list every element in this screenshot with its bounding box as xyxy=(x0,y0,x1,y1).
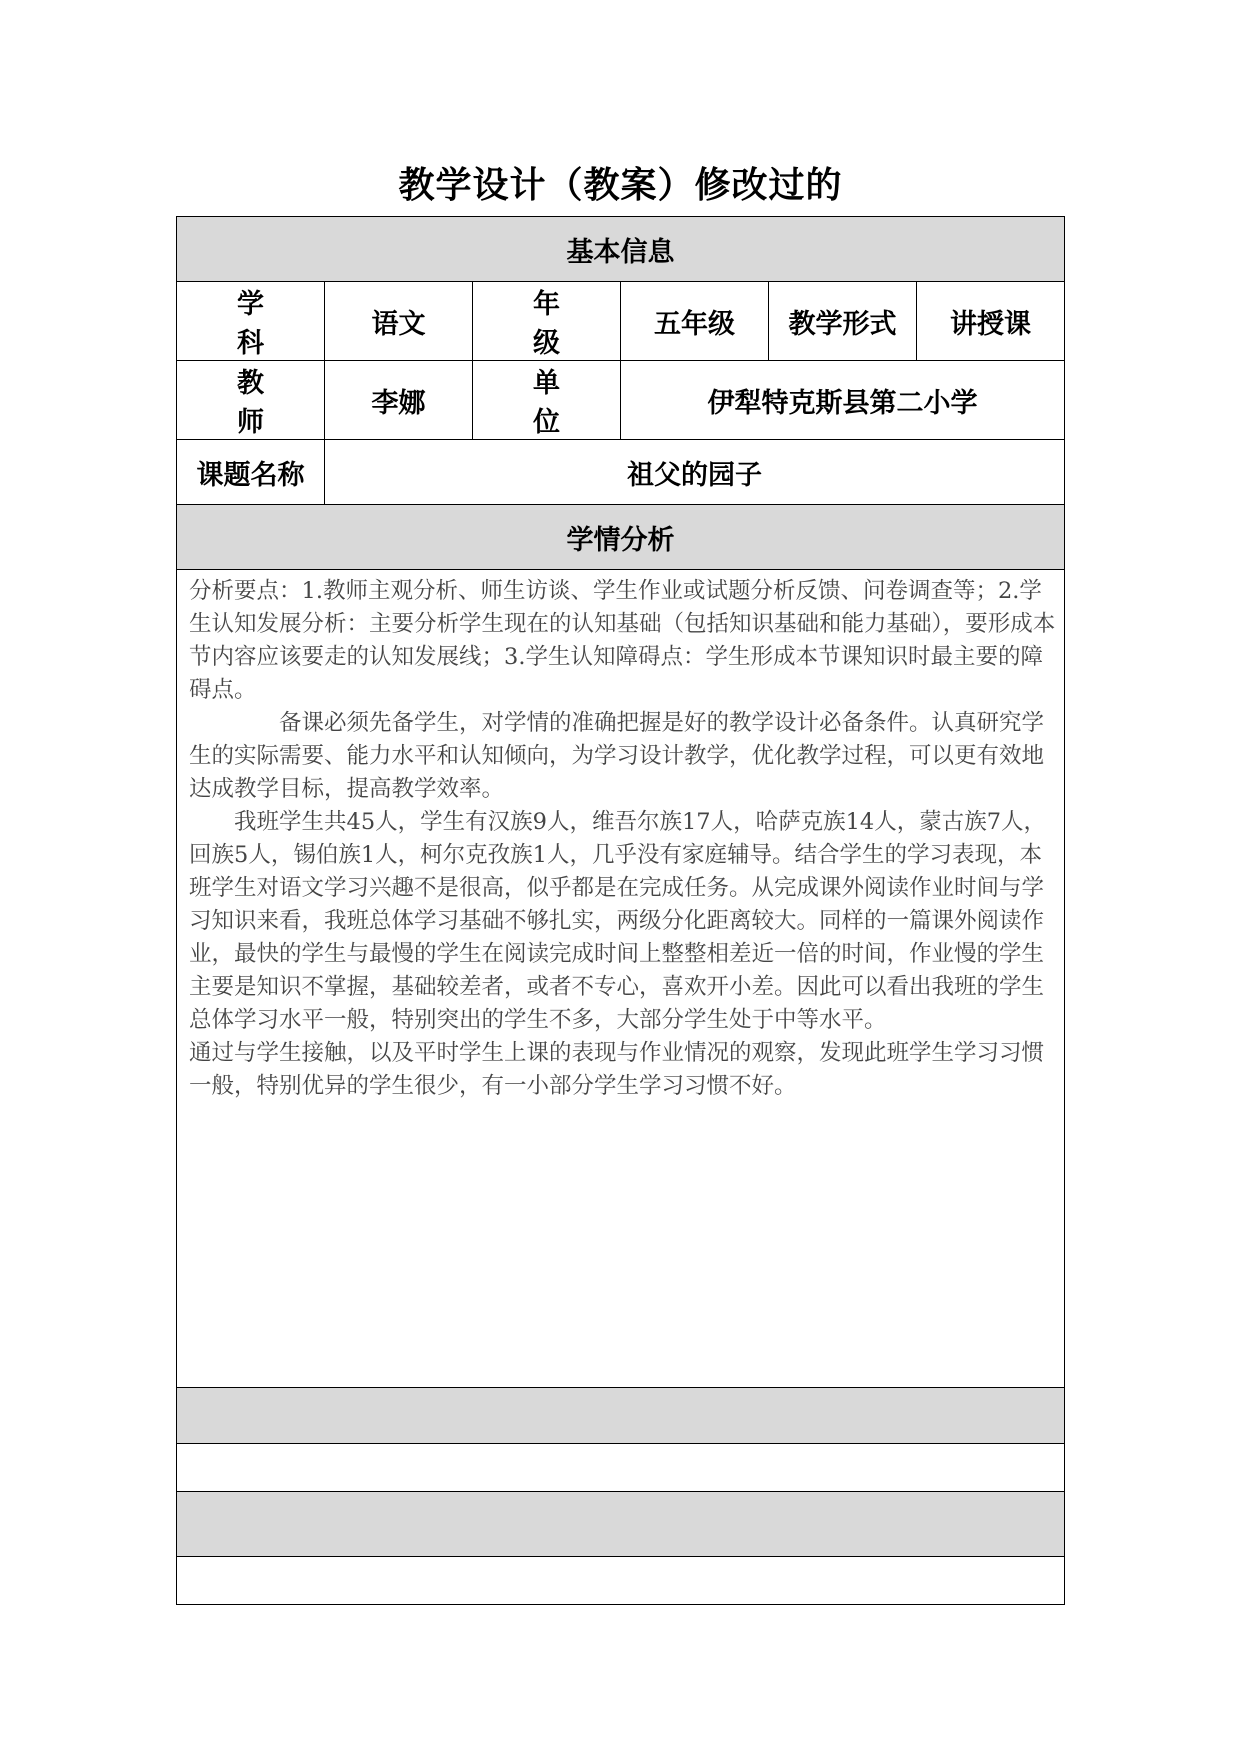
format-label: 教学形式 xyxy=(769,282,917,361)
lesson-plan-table xyxy=(176,216,1065,1605)
subject-value: 语文 xyxy=(325,282,473,361)
empty-section-body-1 xyxy=(177,1444,1065,1492)
grade-label: 年 级 xyxy=(473,282,621,361)
empty-section-body-2 xyxy=(177,1557,1065,1605)
empty-section-header-1 xyxy=(177,1388,1065,1444)
topic-value: 祖父的园子 xyxy=(325,440,1065,505)
document-title: 教学设计（教案）修改过的 xyxy=(398,165,843,206)
format-value: 讲授课 xyxy=(917,282,1065,361)
analysis-header: 学情分析 xyxy=(177,505,1065,570)
unit-value: 伊犁特克斯县第二小学 xyxy=(621,361,1065,440)
analysis-content xyxy=(177,570,1065,1388)
grade-value: 五年级 xyxy=(621,282,769,361)
teacher-label: 教 师 xyxy=(177,361,325,440)
unit-label: 单 位 xyxy=(473,361,621,440)
analysis-paragraph-habits: 通过与学生接触，以及平时学生上课的表现与作业情况的观察，发现此班学生学习习惯一般，特别优异的学生很少，有一小部分学生学习习惯不好。 xyxy=(189,1040,1045,1099)
analysis-paragraph-class: 我班学生共45人，学生有汉族9人，维吾尔族17人，哈萨克族14人，蒙古族7人，回族5人，锡伯族1人，柯尔克孜族1人，几乎没有家庭辅导。结合学生的学习表现，本班学生对语文学习兴趣不是很高，似乎都是在完成任务。从完成课外阅读作业时间与学习知识来看，我班总体学习基础不够扎实，两级分化距离较大。同样的一篇课外阅读作业，最快的学生与最慢的学生在阅读完成时间上整整相差近一倍的时间，作业慢的学生主要是知识不掌握，基础较差者，或者不专心，喜欢开小差。因此可以看出我班的学生总体学习水平一般，特别突出的学生不多，大部分学生处于中等水平。 xyxy=(189,809,1047,1033)
teacher-value: 李娜 xyxy=(325,361,473,440)
empty-section-header-2 xyxy=(177,1492,1065,1557)
analysis-key-points: 分析要点：1.教师主观分析、师生访谈、学生作业或试题分析反馈、问卷调查等；2.学生认知发展分析：主要分析学生现在的认知基础（包括知识基础和能力基础），要形成本节内容应该要走的认知发展线；3.学生认知障碍点：学生形成本节课知识时最主要的障碍点。 xyxy=(189,578,1056,703)
topic-label: 课题名称 xyxy=(177,440,325,505)
subject-label: 学 科 xyxy=(177,282,325,361)
analysis-paragraph-prepare: 备课必须先备学生，对学情的准确把握是好的教学设计必备条件。认真研究学生的实际需要、能力水平和认知倾向，为学习设计教学，优化教学过程，可以更有效地达成教学目标，提高教学效率。 xyxy=(189,710,1045,802)
basic-info-header: 基本信息 xyxy=(177,217,1065,282)
